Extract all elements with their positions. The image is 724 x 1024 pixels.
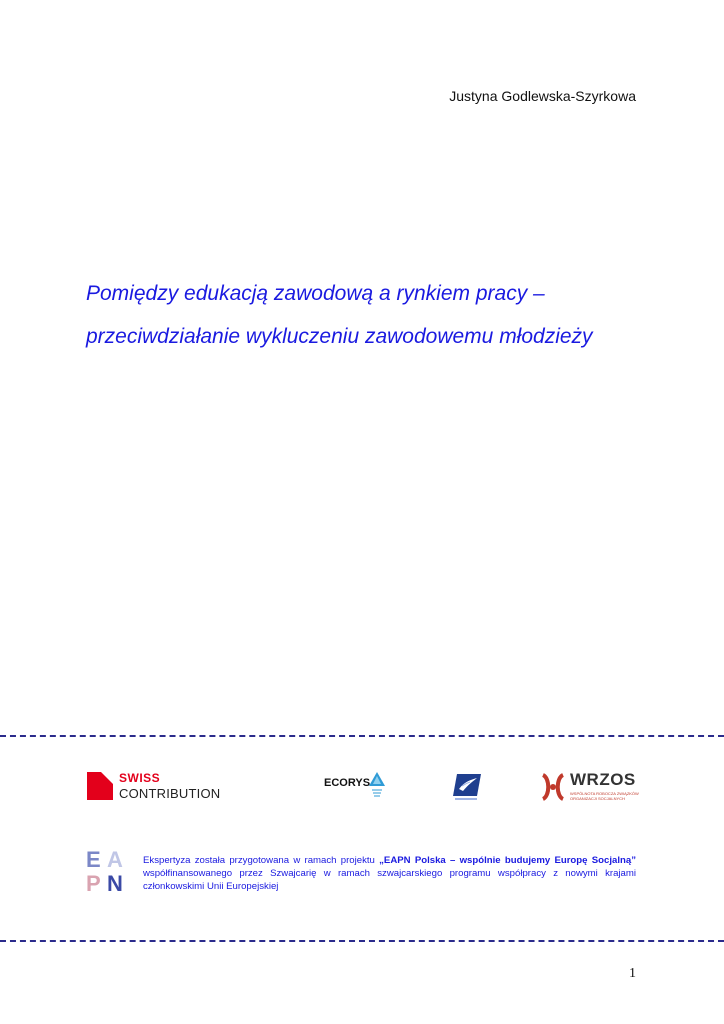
funding-note-project-name: „EAPN Polska – wspólnie budujemy Europę Socjalną” bbox=[379, 855, 636, 866]
page-number: 1 bbox=[629, 966, 636, 981]
eapn-letter-e: E bbox=[86, 847, 101, 872]
contribution-logo-word: CONTRIBUTION bbox=[119, 786, 221, 801]
bird-emblem-logo bbox=[451, 772, 483, 802]
dashed-divider-top bbox=[0, 735, 724, 737]
funding-note-intro: Ekspertyza została przygotowana w ramach projektu bbox=[143, 855, 380, 866]
wrzos-logo-subtext: WSPÓLNOTA ROBOCZA ZWIĄZKÓW ORGANIZACJI SOCJALNYCH bbox=[570, 791, 639, 801]
document-title-line-1: Pomiędzy edukacją zawodową a rynkiem pracy – bbox=[86, 282, 545, 305]
funding-note-outro: współfinansowanego przez Szwajcarię w ramach szwajcarskiego programu współpracy z nowymi krajami członkowskimi Unii Europejskiej bbox=[143, 868, 636, 892]
ecorys-logo bbox=[324, 772, 388, 802]
dashed-divider-bottom bbox=[0, 940, 724, 942]
wrzos-emblem-icon bbox=[540, 772, 566, 802]
ecorys-logo-text: ECORYS bbox=[324, 777, 371, 789]
ecorys-triangle-icon bbox=[369, 772, 385, 802]
wrzos-logo bbox=[540, 770, 640, 804]
eapn-letter-n: N bbox=[107, 871, 123, 896]
swiss-contribution-logo bbox=[87, 771, 227, 803]
eapn-logo bbox=[86, 849, 132, 899]
document-title-line-2: przeciwdziałanie wykluczeniu zawodowemu młodzieży bbox=[86, 325, 593, 348]
swiss-flag-icon bbox=[87, 772, 113, 800]
swiss-logo-word: SWISS bbox=[119, 771, 161, 785]
eapn-letter-a: A bbox=[107, 847, 123, 872]
project-funding-note bbox=[143, 854, 636, 893]
author-name: Justyna Godlewska-Szyrkowa bbox=[449, 88, 636, 104]
wrzos-logo-text: WRZOS bbox=[570, 770, 636, 789]
eapn-letter-p: P bbox=[86, 871, 101, 896]
